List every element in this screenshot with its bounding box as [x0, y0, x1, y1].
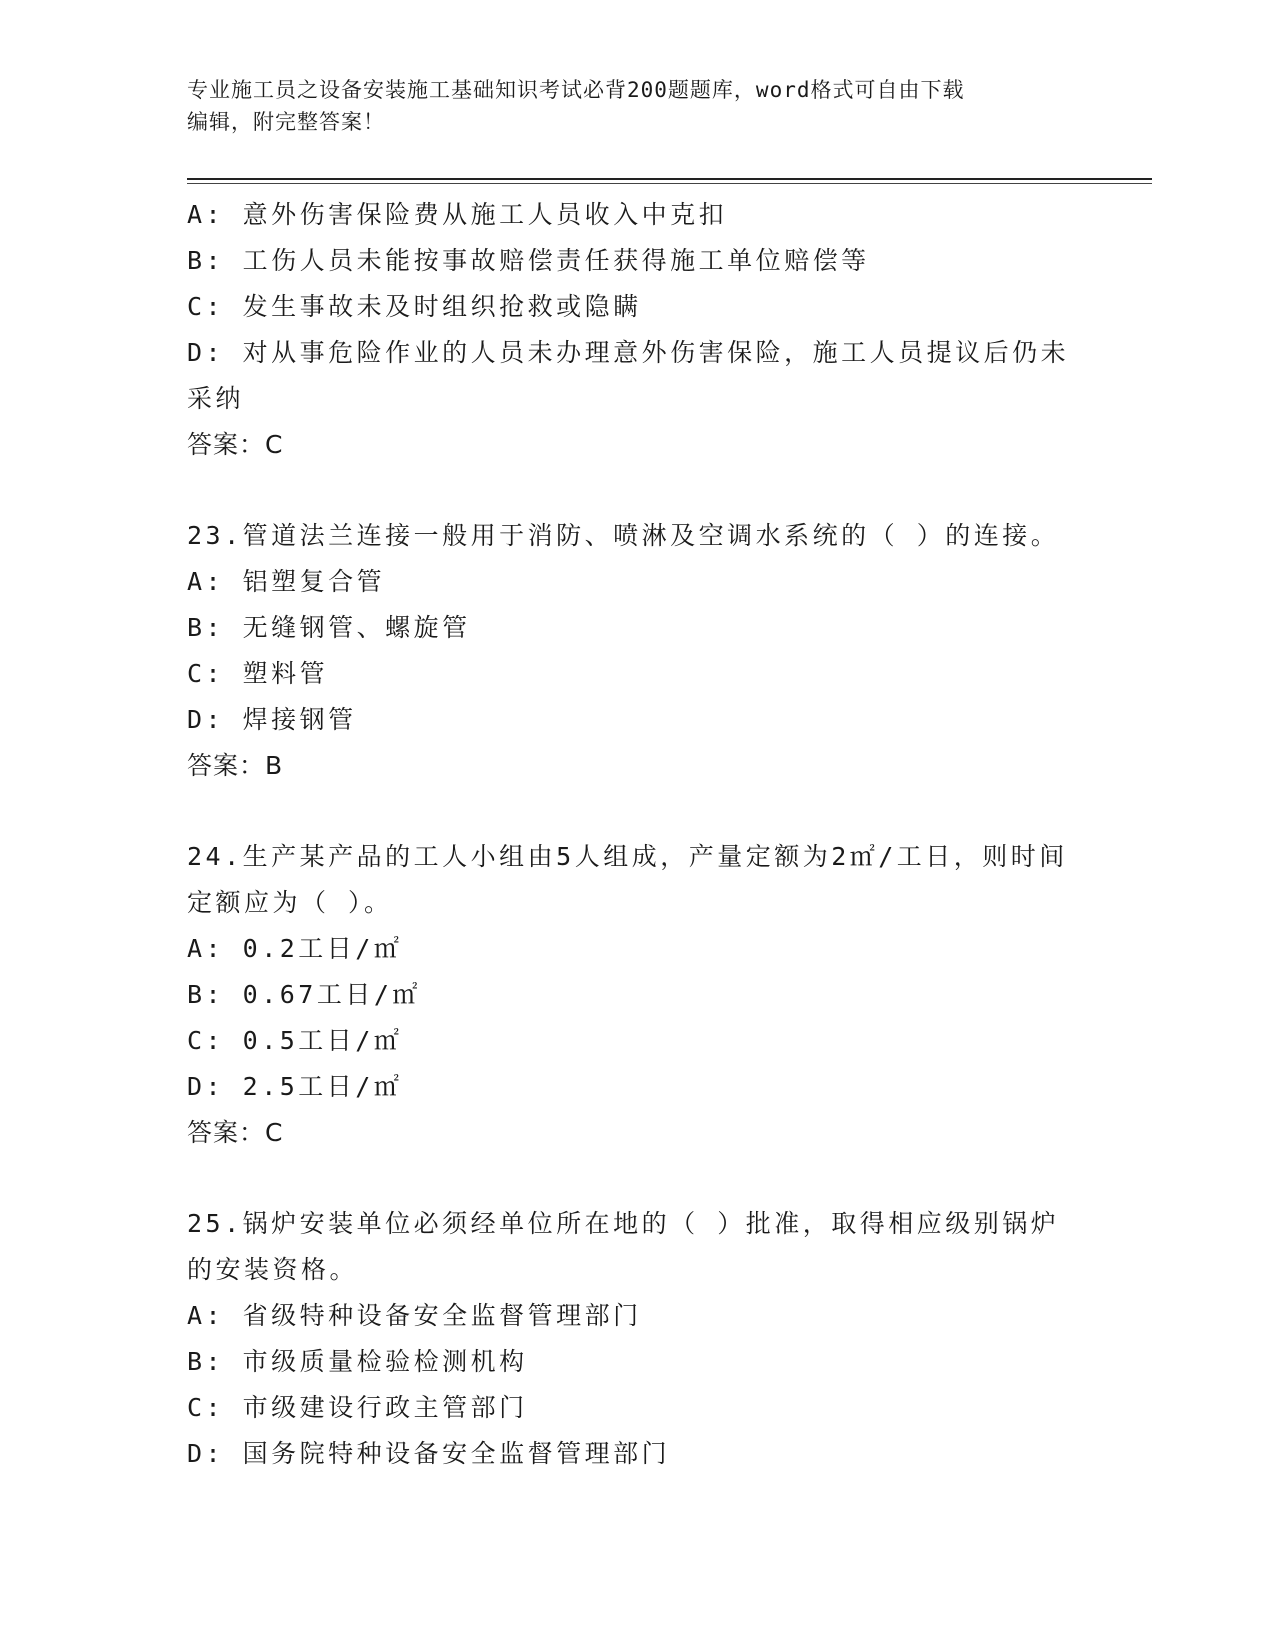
question-stem-continuation: 的安装资格。	[187, 1255, 359, 1284]
option-b: B: 工伤人员未能按事故赔偿责任获得施工单位赔偿等	[187, 246, 870, 275]
header-divider	[187, 178, 1152, 180]
option-d: D: 对从事危险作业的人员未办理意外伤害保险，施工人员提议后仍未	[187, 338, 1070, 367]
option-d: D: 2.5工日/㎡	[187, 1072, 403, 1101]
header-title-line-1: 专业施工员之设备安装施工基础知识考试必背200题题库，word格式可自由下载	[187, 78, 965, 102]
option-c: C: 塑料管	[187, 659, 329, 688]
question-stem-continuation: 定额应为（ ）。	[187, 888, 393, 917]
document-body	[187, 192, 1087, 1477]
option-c: C: 发生事故未及时组织抢救或隐瞒	[187, 292, 642, 321]
spacer	[187, 468, 1087, 513]
option-a: A: 省级特种设备安全监督管理部门	[187, 1301, 642, 1330]
option-b: B: 市级质量检验检测机构	[187, 1347, 528, 1376]
question-stem: 25.锅炉安装单位必须经单位所在地的（ ）批准，取得相应级别锅炉	[187, 1209, 1060, 1238]
option-a: A: 意外伤害保险费从施工人员收入中克扣	[187, 200, 728, 229]
header-divider-secondary	[187, 183, 1152, 184]
question-block-prev	[187, 192, 1087, 468]
option-c: C: 市级建设行政主管部门	[187, 1393, 528, 1422]
question-stem: 24.生产某产品的工人小组由5人组成，产量定额为2㎡/工日，则时间	[187, 842, 1068, 871]
answer-line: 答案：B	[187, 751, 284, 780]
option-c: C: 0.5工日/㎡	[187, 1026, 403, 1055]
answer-line: 答案：C	[187, 430, 284, 459]
question-block-23	[187, 513, 1087, 789]
spacer	[187, 789, 1087, 834]
option-d-continuation: 采纳	[187, 384, 245, 413]
option-d: D: 焊接钢管	[187, 705, 357, 734]
document-header	[187, 74, 1087, 138]
option-a: A: 0.2工日/㎡	[187, 934, 403, 963]
question-block-25	[187, 1201, 1087, 1477]
header-title-line-2: 编辑，附完整答案！	[187, 110, 385, 134]
answer-line: 答案：C	[187, 1118, 284, 1147]
question-stem: 23.管道法兰连接一般用于消防、喷淋及空调水系统的（ ）的连接。	[187, 521, 1060, 550]
option-b: B: 无缝钢管、螺旋管	[187, 613, 471, 642]
option-a: A: 铝塑复合管	[187, 567, 386, 596]
option-b: B: 0.67工日/㎡	[187, 980, 421, 1009]
option-d: D: 国务院特种设备安全监督管理部门	[187, 1439, 671, 1468]
spacer	[187, 1156, 1087, 1201]
question-block-24	[187, 834, 1087, 1156]
